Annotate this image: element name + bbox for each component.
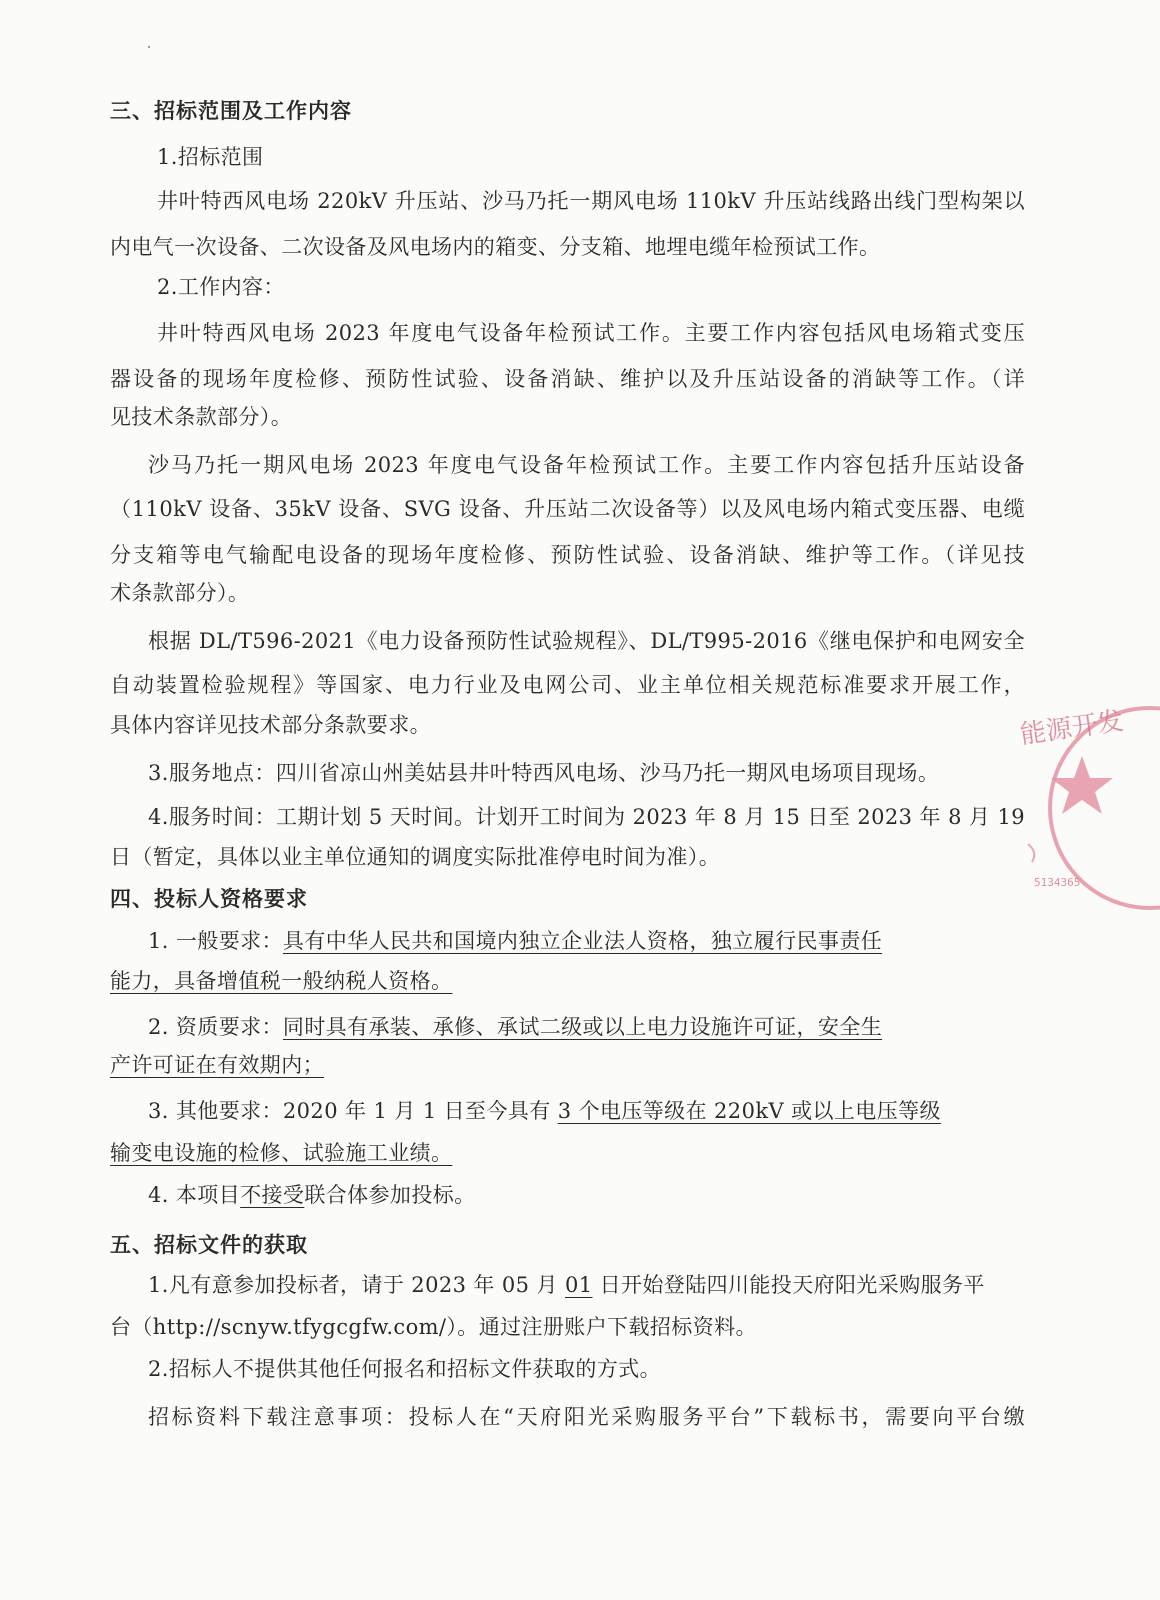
paragraph-line: （110kV 设备、35kV 设备、SVG 设备、升压站二次设备等）以及风电场内箱式变压器、电缆 [110,497,1025,521]
requirement-label: 2. 资质要求： [148,1015,283,1039]
requirement-text: 联合体参加投标。 [304,1183,476,1207]
item-title-work: 2.工作内容： [157,275,285,299]
paragraph-line: 分支箱等电气输配电设备的现场年度检修、预防性试验、设备消缺、维护等工作。（详见技 [110,543,1025,567]
paragraph-line: 具体内容详见技术部分条款要求。 [110,713,431,737]
underlined-text: 产许可证在有效期内； [110,1053,324,1077]
requirement-label: 4. 本项目 [148,1183,241,1207]
underlined-text: 同时具有承装、承修、承试二级或以上电力设施许可证，安全生 [282,1015,883,1039]
underlined-text: 输变电设施的检修、试验施工业绩。 [110,1141,453,1165]
paragraph-line: 日（暂定，具体以业主单位通知的调度实际批准停电时间为准）。 [110,845,721,869]
svg-text:能源开发: 能源开发 [1018,706,1126,751]
requirement-3-cont [110,1138,1025,1168]
underlined-text: 3 个电压等级在 220kV 或以上电压等级 [557,1099,941,1123]
requirement-4 [148,1180,1025,1210]
section-heading-documents: 五、招标文件的获取 [110,1232,308,1257]
doc-item-1 [148,1270,1025,1300]
underlined-text: 能力，具备增值税一般纳税人资格。 [110,969,453,993]
section-heading-scope: 三、招标范围及工作内容 [110,98,352,123]
download-note: 招标资料下载注意事项：投标人在“天府阳光采购服务平台”下载标书，需要向平台缴 [148,1405,1025,1429]
paragraph-line: 井叶特西风电场 2023 年度电气设备年检预试工作。主要工作内容包括风电场箱式变压 [157,321,1025,345]
paragraph-line: 根据 DL/T596-2021《电力设备预防性试验规程》、DL/T995-2016《继电保护和电网安全 [148,629,1025,653]
service-location: 3.服务地点：四川省凉山州美姑县井叶特西风电场、沙马乃托一期风电场项目现场。 [148,761,940,785]
paragraph-line: 自动装置检验规程》等国家、电力行业及电网公司、业主单位相关规范标准要求开展工作， [110,673,1025,697]
requirement-label: 1. 一般要求： [148,929,283,953]
paragraph-line: 器设备的现场年度检修、预防性试验、设备消缺、维护以及升压站设备的消缺等工作。（详 [110,367,1025,391]
doc-text: 日开始登陆四川能投天府阳光采购服务平 [592,1273,985,1297]
company-seal [1018,690,1160,930]
section-heading-qualification: 四、投标人资格要求 [110,886,308,911]
paragraph-line: 井叶特西风电场 220kV 升压站、沙马乃托一期风电场 110kV 升压站线路出线门型构架以 [157,189,1025,213]
requirement-label: 3. 其他要求：2020 年 1 月 1 日至今具有 [148,1099,558,1123]
underlined-text: 具有中华人民共和国境内独立企业法人资格，独立履行民事责任 [282,929,883,953]
requirement-3 [148,1096,1025,1126]
requirement-2-cont [110,1050,1025,1080]
paragraph-line: 沙马乃托一期风电场 2023 年度电气设备年检预试工作。主要工作内容包括升压站设备 [148,453,1025,477]
scan-speck [148,46,150,48]
doc-item-1-cont: 台（http://scnyw.tfygcgfw.com/）。通过注册账户下载招标资料。 [110,1315,757,1339]
doc-item-2: 2.招标人不提供其他任何报名和招标文件获取的方式。 [148,1357,662,1381]
requirement-2 [148,1012,1025,1042]
paragraph-line: 见技术条款部分）。 [110,405,293,429]
item-title-scope: 1.招标范围 [157,145,264,169]
paragraph-line: 内电气一次设备、二次设备及风电场内的箱变、分支箱、地埋电缆年检预试工作。 [110,235,881,259]
underlined-date: 01 [564,1273,593,1297]
doc-text: 1.凡有意参加投标者，请于 2023 年 05 月 [148,1273,565,1297]
underlined-text: 不接受 [240,1183,305,1207]
requirement-1-cont [110,966,1025,996]
paragraph-line: 术条款部分）。 [110,581,250,605]
service-time: 4.服务时间：工期计划 5 天时间。计划开工时间为 2023 年 8 月 15 日至 2023 年 8 月 19 [148,805,1025,829]
svg-text:5134365: 5134365 [1034,876,1081,889]
requirement-1 [148,926,1025,956]
